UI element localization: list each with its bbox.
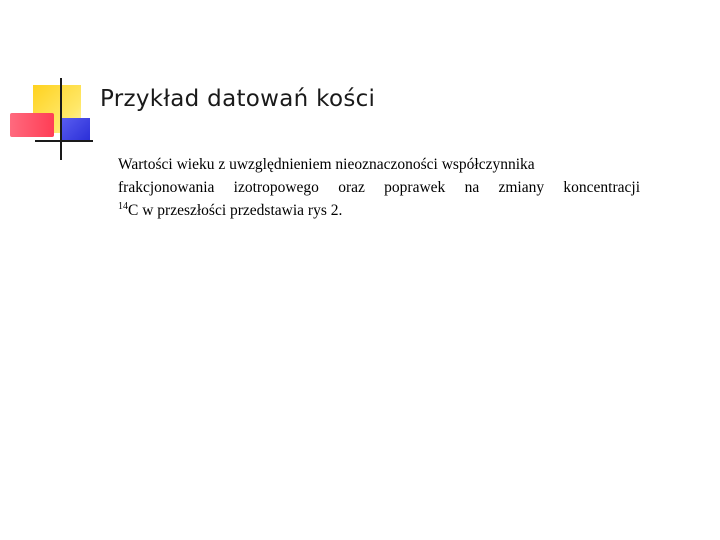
- decorative-squares-ornament: [0, 0, 120, 170]
- body-line-2: frakcjonowania izotropowego oraz poprawek na zmiany koncentracji: [118, 179, 640, 196]
- blue-square-decoration: [60, 118, 90, 140]
- horizontal-rule-decoration: [35, 140, 93, 142]
- body-line-1: Wartości wieku z uwzględnieniem nieoznaczoności współczynnika: [118, 156, 535, 173]
- isotope-superscript: 14: [118, 201, 128, 212]
- body-paragraph: [118, 153, 640, 222]
- red-square-decoration: [10, 113, 54, 137]
- body-line-3: [118, 199, 640, 222]
- body-line-3-text: C w przeszłości przedstawia rys 2.: [128, 202, 343, 219]
- vertical-rule-decoration: [60, 78, 62, 160]
- slide-title: Przykład datowań kości: [100, 86, 376, 112]
